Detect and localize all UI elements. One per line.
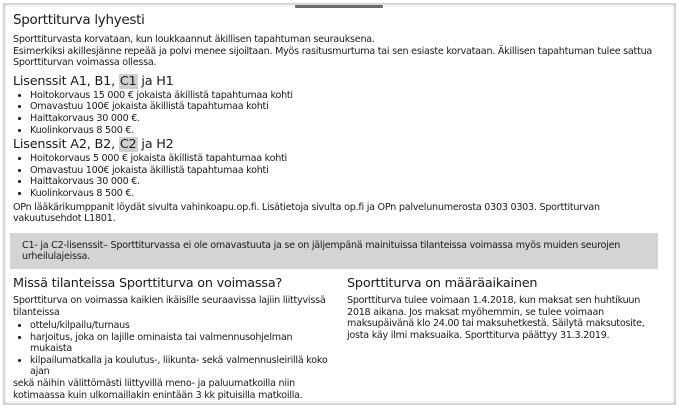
list-item: • Haittakorvaus 30 000 €.: [30, 176, 665, 188]
term-body: Sporttiturva tulee voimaan 1.4.2018, kun maksat sen huhtikuun 2018 aikana. Jos maksat myöhemmin, se tulee voimaan maksupäivänä klo 24.00 tai maksuhetkestä. Säilytä maksutosite, josta käy ilmi maksuaika. Sporttiturva päättyy 31.3.2019.: [347, 294, 645, 341]
term-heading: Sporttiturva on määräaikainen: [347, 275, 538, 291]
validity-list: [13, 320, 333, 378]
validity-intro: Sporttiturva on voimassa kaikien ikäisille seuraavissa lajiin liittyvissä tilanteissa: [13, 294, 326, 318]
page-title: Sporttiturva lyhyesti: [13, 12, 145, 28]
list-item: • Haittakorvaus 30 000 €.: [30, 113, 665, 125]
notice-box: [10, 233, 658, 269]
list-item: • Hoitokorvaus 5 000 € jokaista äkillistä tapahtumaa kohti: [30, 153, 665, 165]
document-content: [13, 12, 665, 401]
highlight-c1: C1: [119, 73, 137, 89]
list-item: • Kuolinkorvaus 8 500 €.: [30, 188, 665, 200]
list-item: • ottelu/kilpailu/turnaus: [30, 320, 333, 332]
list-item: • Kuolinkorvaus 8 500 €.: [30, 125, 665, 137]
two-column-section: [13, 275, 665, 401]
window-grab-bar[interactable]: [295, 5, 383, 8]
intro-paragraph-2: Esimerkiksi akillesjänne repeää ja polvi menee sijoiltaan. Myös rasitusmurtuma tai sen esiaste korvataan. Äkillisen tapahtuman tulee sattua Sporttiturvan voimassa ollessa.: [13, 45, 653, 69]
highlight-c2: C2: [119, 137, 137, 153]
list-item: • kilpailumatkalla ja koulutus-, liikunta- sekä valmennusleirillä koko ajan: [30, 355, 333, 378]
group1-heading: Lisenssit A1, B1, C1 ja H1: [13, 73, 174, 89]
footnote: OPn lääkärikumppanit löydät sivulta vahinkoapu.op.fi. Lisätietoja sivulta op.fi ja OPn palvelunumerosta 0303 0303. Sporttiturvan vakuutusehdot L1801.: [13, 201, 600, 225]
list-item: • Omavastuu 100€ jokaista äkillistä tapahtumaa kohti: [30, 101, 665, 113]
list-item: • Hoitokorvaus 15 000 € jokaista äkillistä tapahtumaa kohti: [30, 90, 665, 102]
group1-list: [13, 90, 665, 136]
validity-heading: Missä tilanteissa Sporttiturva on voimassa?: [13, 275, 283, 291]
intro-paragraph-1: Sporttiturvasta korvataan, kun loukkaannut äkillisen tapahtuman seurauksena.: [13, 34, 375, 45]
list-item: • harjoitus, joka on lajille ominaista tai valmennusohjelman mukaista: [30, 332, 333, 355]
validity-outro: sekä näihin välittömästi liittyvillä meno- ja paluumatkoilla niin kotimaassa kuin ulkomaillakin enintään 3 kk pituisilla matkoilla.: [13, 378, 303, 401]
list-item: • Omavastuu 100€ jokaista äkillistä tapahtumaa kohti: [30, 165, 665, 177]
intro-text: [13, 34, 665, 69]
notice-text: C1- ja C2-lisenssit– Sporttiturvassa ei ole omavastuuta ja se on jäljempänä mainituissa tilanteissa voimassa myös muiden seurojen urheilulajeissa.: [22, 239, 621, 263]
term-column: [347, 277, 657, 341]
group2-list: [13, 153, 665, 199]
group2-heading: Lisenssit A2, B2, C2 ja H2: [13, 137, 174, 153]
validity-column: [13, 277, 333, 401]
